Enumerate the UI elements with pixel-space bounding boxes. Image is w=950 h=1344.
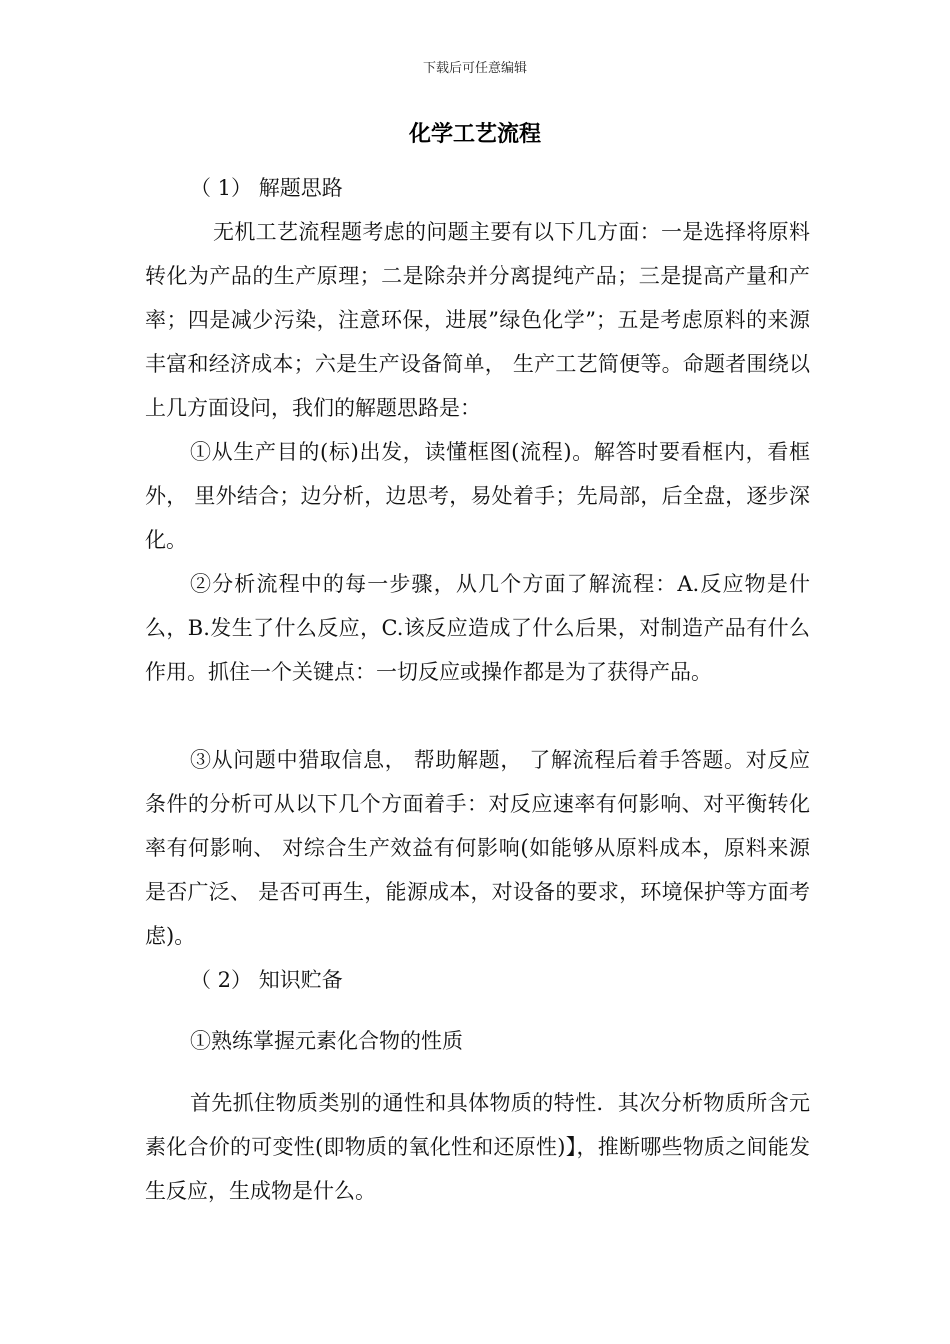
header-note: 下载后可任意编辑 bbox=[422, 61, 527, 76]
knowledge-paragraph: 首先抓住物质类别的通性和具体物质的特性．其次分析物质所含元素化合价的可变性(即物质的氧化性和还原性)】，推断哪些物质之间能发生反应，生成物是什么。 bbox=[145, 1091, 810, 1203]
section-heading-solving-approach: （ 1） 解题思路 bbox=[190, 176, 343, 200]
approach-point-3: ③从问题中猎取信息， 帮助解题， 了解流程后着手答题。对反应条件的分析可从以下几个方面着手：对反应速率有何影响、对平衡转化率有何影响、 对综合生产效益有何影响(如能够从原料成本，原料来源是否广泛、 是否可再生，能源成本，对设备的要求，环境保护等方面考虑)。 bbox=[145, 748, 810, 948]
intro-paragraph: 无机工艺流程题考虑的问题主要有以下几方面：一是选择将原料转化为产品的生产原理；二是除杂并分离提纯产品；三是提高产量和产率；四是减少污染，注意环保，进展”绿色化学”；五是考虑原料的来源丰富和经济成本；六是生产设备简单， 生产工艺简便等。命题者围绕以上几方面设问，我们的解题思路是： bbox=[145, 220, 810, 420]
knowledge-subheading: ①熟练掌握元素化合物的性质 bbox=[190, 1029, 463, 1053]
document-title: 化学工艺流程 bbox=[408, 122, 541, 147]
approach-point-1: ①从生产目的(标)出发，读懂框图(流程)。解答时要看框内，看框外， 里外结合；边分析，边思考，易处着手；先局部，后全盘，逐步深化。 bbox=[145, 440, 810, 552]
section-heading-knowledge: （ 2） 知识贮备 bbox=[190, 968, 343, 992]
approach-point-2: ②分析流程中的每一步骤，从几个方面了解流程：A.反应物是什么，B.发生了什么反应，C.该反应造成了什么后果，对制造产品有什么作用。抓住一个关键点：一切反应或操作都是为了获得产品。 bbox=[145, 572, 810, 684]
